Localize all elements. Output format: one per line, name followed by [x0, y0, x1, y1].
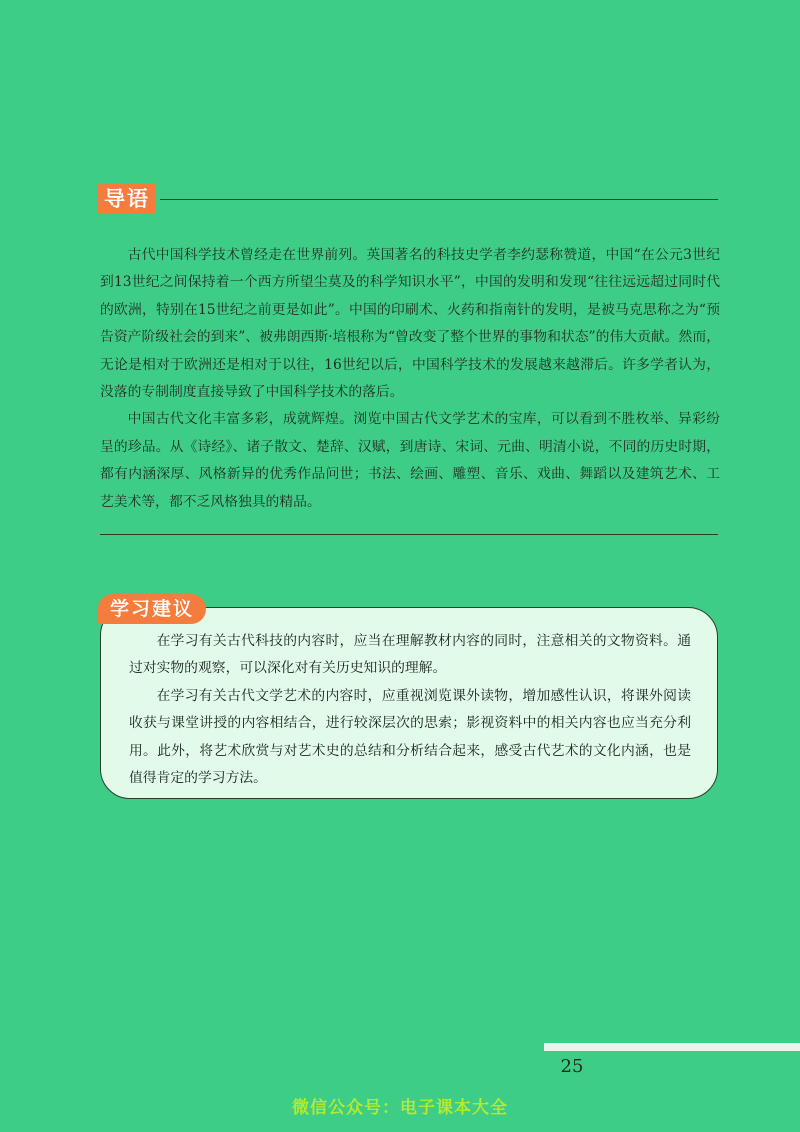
advice-box — [100, 607, 718, 799]
intro-header — [98, 184, 718, 216]
intro-title: 导语 — [98, 184, 156, 214]
intro-paragraph-2: 中国古代文化丰富多彩，成就辉煌。浏览中国古代文学艺术的宝库，可以看到不胜枚举、异彩纷呈的珍品。从《诗经》、诸子散文、楚辞、汉赋，到唐诗、宋词、元曲、明清小说，不同的历史时期，都有内涵深厚、风格新异的优秀作品问世；书法、绘画、雕塑、音乐、戏曲、舞蹈以及建筑艺术、工艺美术等，都不乏风格独具的精品。 — [100, 411, 720, 510]
page-number: 25 — [560, 1056, 584, 1077]
intro-bottom-rule — [100, 534, 718, 535]
watermark: 微信公众号：电子课本大全 — [292, 1098, 508, 1118]
advice-paragraph-1: 在学习有关古代科技的内容时，应当在理解教材内容的同时，注意相关的文物资料。通过对实物的观察，可以深化对有关历史知识的理解。 — [129, 633, 691, 677]
page-number-bar — [544, 1043, 800, 1051]
intro-body — [100, 242, 720, 516]
intro-paragraph-1: 古代中国科学技术曾经走在世界前列。英国著名的科技史学者李约瑟称赞道，中国“在公元3世纪到13世纪之间保持着一个西方所望尘莫及的科学知识水平”，中国的发明和发现“往往远远超过同时代的欧洲，特别在15世纪之前更是如此”。中国的印刷术、火药和指南针的发明，是被马克思称之为“预告资产阶级社会的到来”、被弗朗西斯·培根称为“曾改变了整个世界的事物和状态”的伟大贡献。然而，无论是相对于欧洲还是相对于以往，16世纪以后，中国科学技术的发展越来越滞后。许多学者认为，没落的专制制度直接导致了中国科学技术的落后。 — [100, 247, 720, 401]
advice-paragraph-2: 在学习有关古代文学艺术的内容时，应重视浏览课外读物，增加感性认识，将课外阅读收获与课堂讲授的内容相结合，进行较深层次的思索；影视资料中的相关内容也应当充分利用。此外，将艺术欣赏与对艺术史的总结和分析结合起来，感受古代艺术的文化内涵，也是值得肯定的学习方法。 — [129, 687, 691, 787]
intro-header-rule — [160, 199, 718, 200]
advice-title: 学习建议 — [98, 594, 206, 624]
